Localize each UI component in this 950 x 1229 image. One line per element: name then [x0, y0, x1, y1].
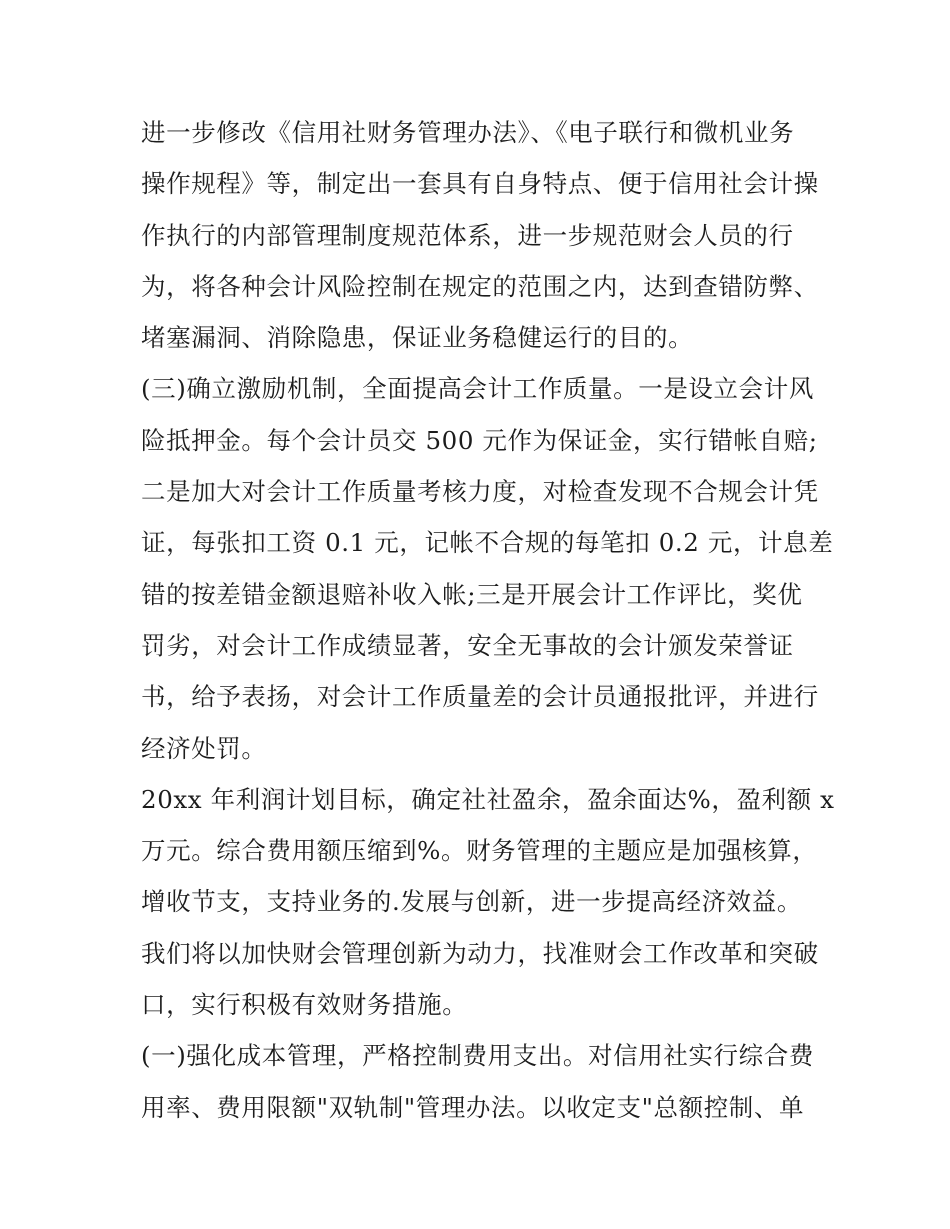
- text-line: (一)强化成本管理，严格控制费用支出。对信用社实行综合费: [141, 1041, 814, 1071]
- text-line: 作执行的内部管理制度规范体系，进一步规范财会人员的行: [141, 220, 794, 250]
- text-line: 20xx 年利润计划目标，确定社社盈余，盈余面达%，盈利额 x: [141, 784, 835, 814]
- text-line: 错的按差错金额退赔补收入帐;三是开展会计工作评比，奖优: [141, 579, 803, 609]
- text-line: 我们将以加快财会管理创新为动力，找准财会工作改革和突破: [141, 938, 819, 968]
- text-line: 用率、费用限额"双轨制"管理办法。以收定支"总额控制、单: [141, 1092, 805, 1122]
- text-line: 二是加大对会计工作质量考核力度，对检查发现不合规会计凭: [141, 477, 819, 507]
- text-line: 书，给予表扬，对会计工作质量差的会计员通报批评，并进行: [141, 682, 819, 712]
- text-line: 为，将各种会计风险控制在规定的范围之内，达到查错防弊、: [141, 271, 819, 301]
- text-line: 口，实行积极有效财务措施。: [141, 990, 468, 1020]
- text-line: 堵塞漏洞、消除隐患，保证业务稳健运行的目的。: [141, 323, 694, 353]
- text-line: 增收节支，支持业务的.发展与创新，进一步提高经济效益。: [141, 887, 802, 917]
- text-line: 万元。综合费用额压缩到%。财务管理的主题应是加强核算，: [141, 836, 818, 866]
- text-line: 险抵押金。每个会计员交 500 元作为保证金，实行错帐自赔;: [141, 425, 818, 455]
- text-line: 罚劣，对会计工作成绩显著，安全无事故的会计颁发荣誉证: [141, 630, 794, 660]
- text-line: 操作规程》等，制定出一套具有自身特点、便于信用社会计操: [141, 169, 819, 199]
- text-line: 进一步修改《信用社财务管理办法》、《电子联行和微机业务: [141, 118, 795, 147]
- text-line: (三)确立激励机制，全面提高会计工作质量。一是设立会计风: [141, 374, 814, 404]
- text-line: 经济处罚。: [141, 733, 267, 763]
- text-line: 证，每张扣工资 0.1 元，记帐不合规的每笔扣 0.2 元，计息差: [141, 528, 834, 558]
- document-body: [141, 107, 835, 1133]
